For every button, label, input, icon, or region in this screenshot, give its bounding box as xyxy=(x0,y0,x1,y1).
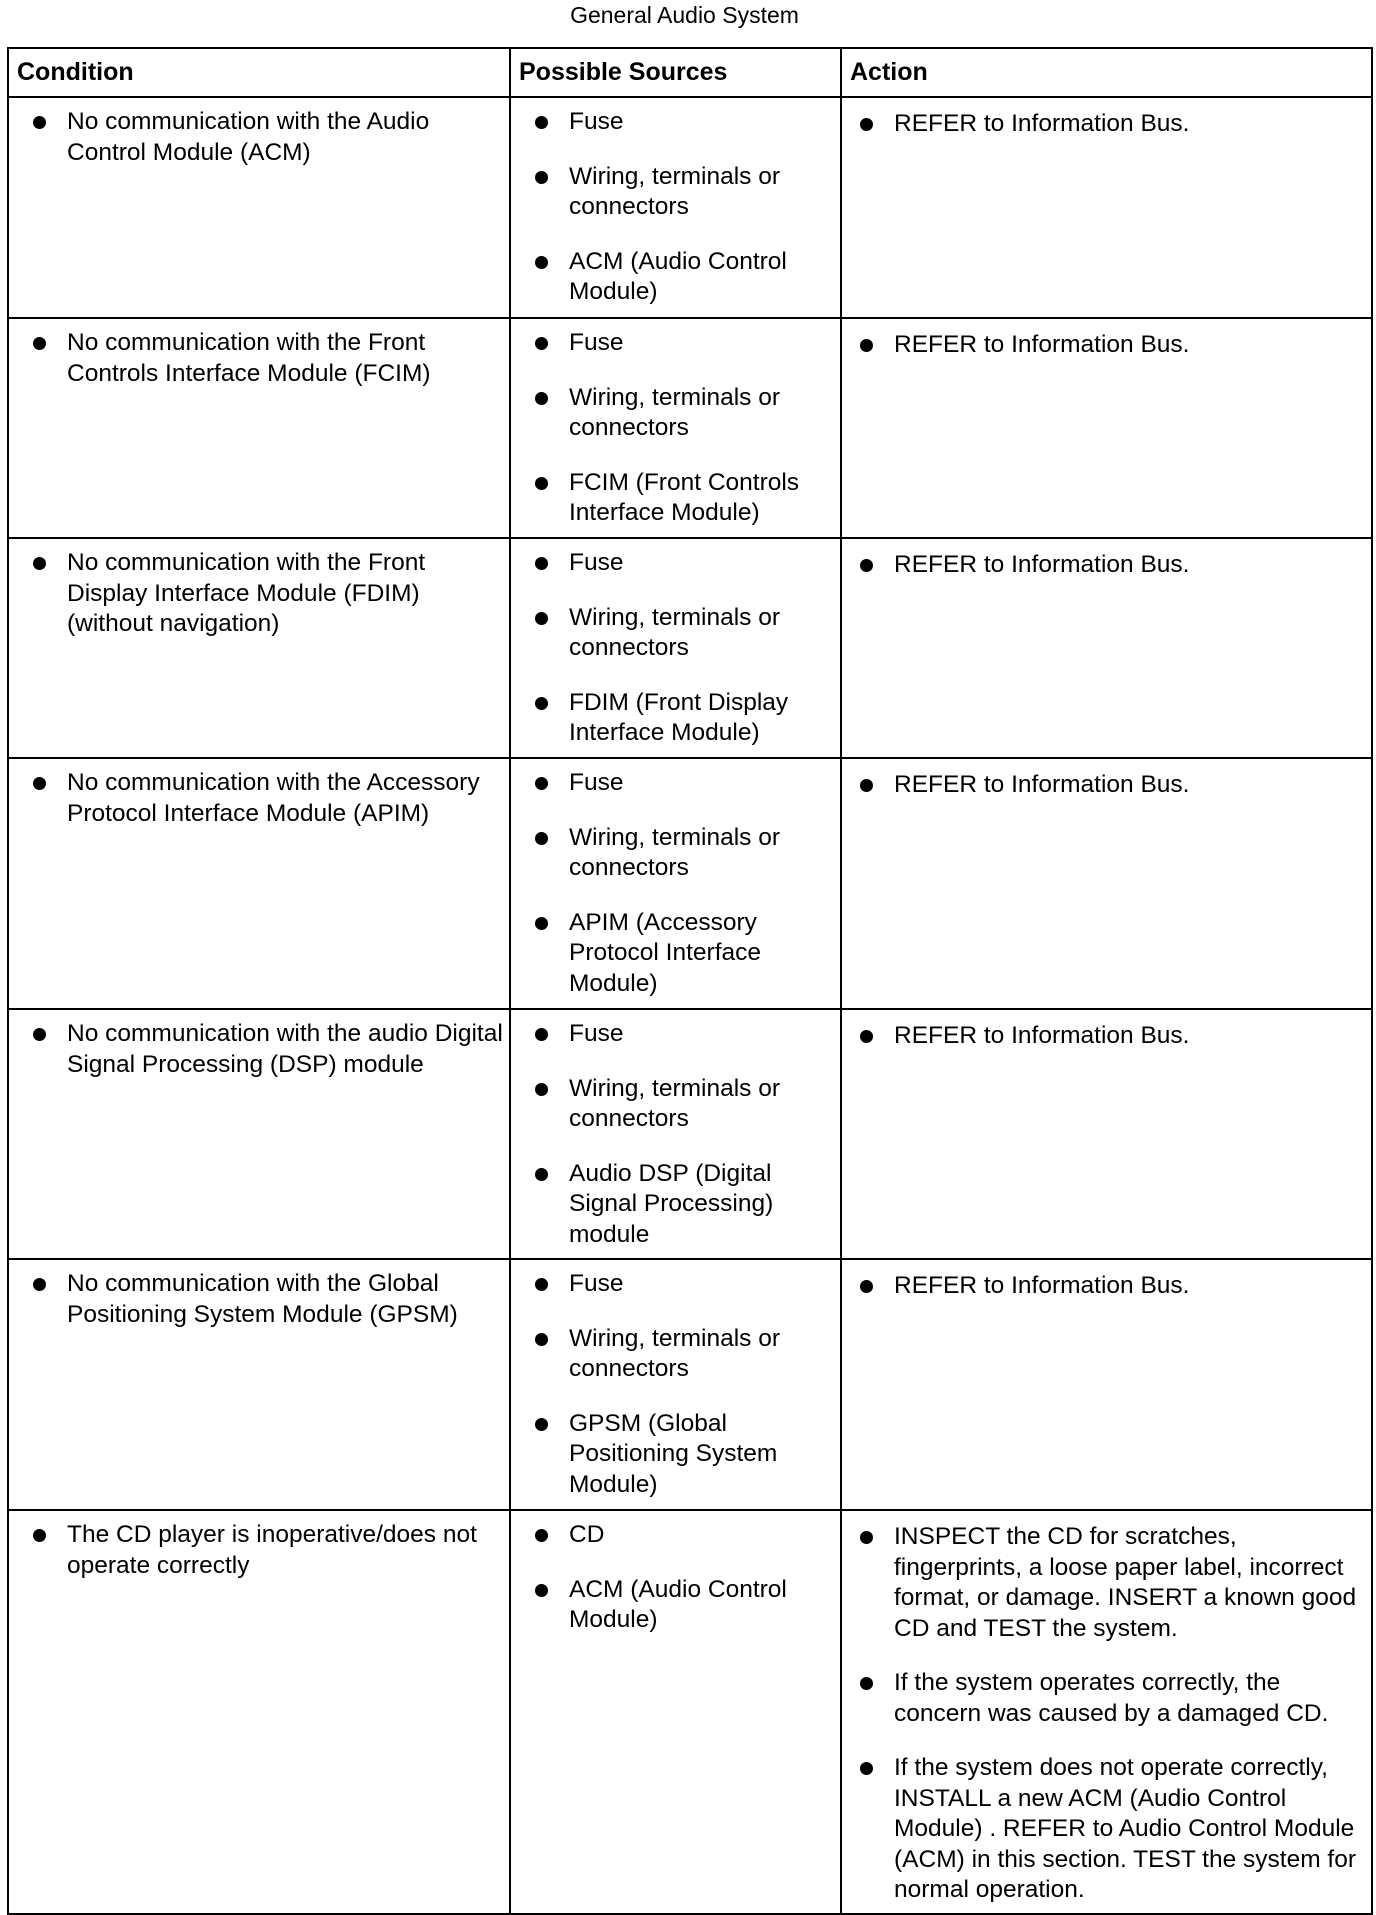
action-item: REFER to Information Bus. xyxy=(860,109,1365,140)
action-item: REFER to Information Bus. xyxy=(860,1271,1365,1302)
action-cell xyxy=(841,758,1372,1009)
source-item: Fuse xyxy=(519,1269,834,1300)
header-possible-sources: Possible Sources xyxy=(510,48,841,97)
source-item: Audio DSP (Digital Signal Processing) module xyxy=(519,1159,834,1251)
action-item: REFER to Information Bus. xyxy=(860,1021,1365,1052)
condition-cell xyxy=(8,758,510,1009)
table-row xyxy=(8,97,1372,318)
condition-cell xyxy=(8,538,510,758)
condition-cell xyxy=(8,318,510,538)
sources-cell xyxy=(510,97,841,318)
source-item: Wiring, terminals or connectors xyxy=(519,162,834,223)
sources-cell xyxy=(510,538,841,758)
action-item: If the system does not operate correctly, INSTALL a new ACM (Audio Control Module) . REFER to Audio Control Module (ACM) in this section. TEST the system for normal operation. xyxy=(860,1753,1365,1906)
source-item: Wiring, terminals or connectors xyxy=(519,1324,834,1385)
condition-text: No communication with the Audio Control Module (ACM) xyxy=(17,107,503,168)
action-item: REFER to Information Bus. xyxy=(860,770,1365,801)
header-action: Action xyxy=(841,48,1372,97)
sources-cell xyxy=(510,1259,841,1510)
action-item: If the system operates correctly, the concern was caused by a damaged CD. xyxy=(860,1668,1365,1729)
condition-cell xyxy=(8,1510,510,1914)
source-item: Fuse xyxy=(519,548,834,579)
source-item: ACM (Audio Control Module) xyxy=(519,1575,834,1636)
source-item: Wiring, terminals or connectors xyxy=(519,1074,834,1135)
table-row xyxy=(8,538,1372,758)
source-item: FDIM (Front Display Interface Module) xyxy=(519,688,834,749)
source-item: Fuse xyxy=(519,768,834,799)
page-title: General Audio System xyxy=(570,2,799,28)
table-row xyxy=(8,1510,1372,1914)
action-item: REFER to Information Bus. xyxy=(860,550,1365,581)
action-cell xyxy=(841,538,1372,758)
condition-cell xyxy=(8,1259,510,1510)
header-condition: Condition xyxy=(8,48,510,97)
table-header-row xyxy=(8,48,1372,97)
source-item: Wiring, terminals or connectors xyxy=(519,603,834,664)
table-row xyxy=(8,318,1372,538)
source-item: GPSM (Global Positioning System Module) xyxy=(519,1409,834,1501)
sources-cell xyxy=(510,758,841,1009)
sources-cell xyxy=(510,318,841,538)
condition-text: No communication with the Accessory Protocol Interface Module (APIM) xyxy=(17,768,503,829)
sources-cell xyxy=(510,1009,841,1259)
action-cell xyxy=(841,1009,1372,1259)
source-item: Fuse xyxy=(519,107,834,138)
source-item: CD xyxy=(519,1520,834,1551)
source-item: APIM (Accessory Protocol Interface Module) xyxy=(519,908,834,1000)
table-row xyxy=(8,1259,1372,1510)
condition-text: No communication with the Front Display Interface Module (FDIM) (without navigation) xyxy=(17,548,503,640)
table-row xyxy=(8,1009,1372,1259)
condition-cell xyxy=(8,97,510,318)
source-item: Fuse xyxy=(519,1019,834,1050)
condition-cell xyxy=(8,1009,510,1259)
condition-text: No communication with the Front Controls Interface Module (FCIM) xyxy=(17,328,503,389)
table-row xyxy=(8,758,1372,1009)
condition-text: No communication with the audio Digital Signal Processing (DSP) module xyxy=(17,1019,503,1080)
source-item: ACM (Audio Control Module) xyxy=(519,247,834,308)
source-item: Fuse xyxy=(519,328,834,359)
source-item: Wiring, terminals or connectors xyxy=(519,383,834,444)
action-cell xyxy=(841,1510,1372,1914)
condition-text: The CD player is inoperative/does not operate correctly xyxy=(17,1520,503,1581)
action-item: INSPECT the CD for scratches, fingerprints, a loose paper label, incorrect format, or damage. INSERT a known good CD and TEST the system. xyxy=(860,1522,1365,1644)
source-item: FCIM (Front Controls Interface Module) xyxy=(519,468,834,529)
condition-text: No communication with the Global Positioning System Module (GPSM) xyxy=(17,1269,503,1330)
source-item: Wiring, terminals or connectors xyxy=(519,823,834,884)
sources-cell xyxy=(510,1510,841,1914)
action-cell xyxy=(841,1259,1372,1510)
symptom-chart-table xyxy=(7,47,1373,1915)
action-cell xyxy=(841,97,1372,318)
action-item: REFER to Information Bus. xyxy=(860,330,1365,361)
action-cell xyxy=(841,318,1372,538)
